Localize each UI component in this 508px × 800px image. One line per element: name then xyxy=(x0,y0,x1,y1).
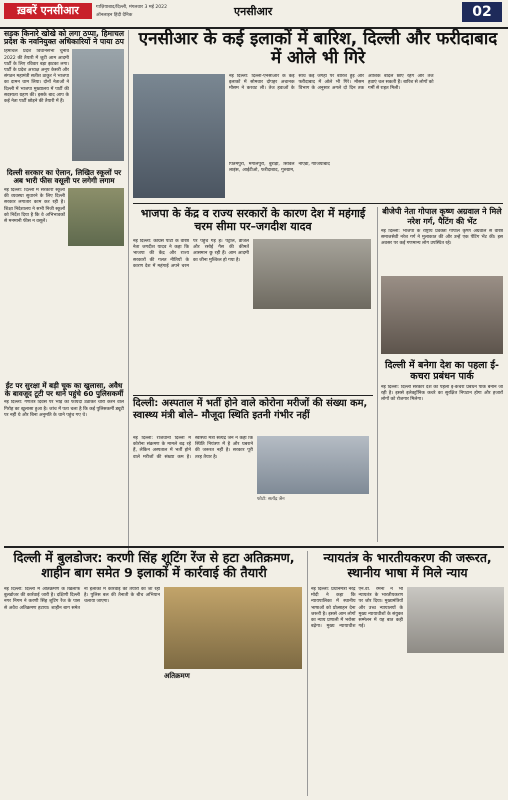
hospital-divider xyxy=(133,395,373,396)
justice-story xyxy=(311,551,504,796)
brand-logo: ख़बरें एनसीआर xyxy=(4,3,92,19)
left-column xyxy=(4,30,124,560)
bjp-body: नई दिल्ली: भाजपा के राष्ट्रीय प्रवक्ता गोपाल कृष्ण अग्रवाल से वरिष्ठ समाजसेवी नरेश गर्ग ने मुलाकात की और उन्हें एक पेंटिंग भेंट की। इस अवसर पर कई गणमान्य लोग उपस्थित रहे। xyxy=(381,229,503,247)
page-number: 02 xyxy=(462,2,502,22)
bottom-column-divider xyxy=(307,551,308,796)
top-story xyxy=(133,30,503,200)
bjp-photo xyxy=(381,276,503,354)
bulldozer-photo xyxy=(164,587,302,669)
left-photo-1 xyxy=(72,49,124,161)
top-story-photo xyxy=(133,74,225,198)
top-story-divider xyxy=(133,203,503,204)
hospital-body: नई दिल्ली: राजधानी दिल्ली में कोरोना संक्रमण के मामले बढ़ रहे हैं, लेकिन अस्पताल में भर्ती होने वाले मरीजों की संख्या कम है। स्वास्थ्य मंत्री सत्येंद्र जैन ने कहा कि स्थिति नियंत्रण में है और घबराने की जरूरत नहीं है। सरकार पूरी तरह तैयार है। xyxy=(133,436,253,460)
ewaste-body: नई दिल्ली: दिल्ली सरकार देश का पहला ई-कचरा प्रबंधन पार्क बनाने जा रही है। इससे इलेक्ट्रॉनिक कचरे का सुरक्षित निपटान होगा और हजारों लोगों को रोजगार मिलेगा। xyxy=(381,385,503,403)
top-story-body: नई दिल्ली: दिल्ली-एनसीआर के कई इलाकों में सोमवार दोपहर अचानक मौसम ने करवट ली। तेज हवाओं के साथ कई जगहों पर बारिश हुई और फरीदाबाद में ओले भी गिरे। मौसम विभाग के अनुसार अगले दो दिन तक आंशिक बादल छाए रहेंगे और तेज हवाएं चल सकती हैं। बारिश से लोगों को गर्मी से राहत मिली। xyxy=(229,74,434,92)
left-body-1: हिमाचल प्रदेश विधानसभा चुनाव 2022 की तैयारी में जुटी आम आदमी पार्टी के लिए रविवार बड़ा झटका लगा। पार्टी के प्रदेश अध्यक्ष अनूप केसरी और संगठन महामंत्री सतीश ठाकुर ने भाजपा का दामन थाम लिया। दोनों नेताओं ने दिल्ली में भाजपा मुख्यालय में पार्टी की सदस्यता ग्रहण की। इसके बाद आप के कई नेता पार्टी छोड़ने की तैयारी में हैं। xyxy=(4,49,69,104)
bulldozer-subhead: अतिक्रमण xyxy=(164,672,190,680)
bulldozer-body: नई दिल्ली: दिल्ली में अतिक्रमण के खिलाफ बुलडोजर की कार्रवाई जारी है। दक्षिणी दिल्ली नगर निगम ने करणी सिंह शूटिंग रेंज के पास से अवैध अतिक्रमण हटाया। शाहीन बाग समेत नौ इलाकों में कार्रवाई की तैयारी की जा रही है। पुलिस बल की तैनाती के बीच अभियान चलाया जाएगा। xyxy=(4,587,160,611)
inflation-headline: भाजपा के केंद्र व राज्य सरकारों के कारण देश में महंगाई चरम सीमा पर–जगदीश यादव xyxy=(140,207,366,233)
section-label: एनसीआर xyxy=(234,5,273,18)
justice-body: नई दिल्ली: प्रधानमंत्री नरेंद्र मोदी ने कहा कि न्यायपालिका में स्थानीय भाषाओं को प्रोत्साहन देना जरूरी है। इससे आम लोगों का न्याय प्रणाली में भरोसा बढ़ेगा। मुख्य न्यायाधीश एन.वी. रमना ने भी न्यायतंत्र के भारतीयकरण पर जोर दिया। मुख्यमंत्रियों और उच्च न्यायालयों के मुख्य न्यायाधीशों के संयुक्त सम्मेलन में यह बात कही गई। xyxy=(311,587,403,630)
bottom-divider xyxy=(4,546,504,548)
bjp-story xyxy=(381,207,503,542)
inflation-photo xyxy=(253,239,371,309)
inflation-story xyxy=(133,207,373,392)
justice-photo xyxy=(407,587,504,653)
sub-line: ऑनलाइन हिंदी दैनिक xyxy=(96,13,133,18)
date-line: गाज़ियाबाद/दिल्ली, मंगलवार 3 मई 2022 xyxy=(96,5,168,10)
ewaste-headline: दिल्ली में बनेगा देश का पहला ई-कचरा प्रबंधन पार्क xyxy=(385,360,499,382)
bulldozer-story xyxy=(4,551,304,796)
left-photo-2 xyxy=(68,188,124,246)
left-headline: सड़क किनारे खोखे को लगा ठप्पा, हिमाचल प्रदेश के नवनियुक्त अधिकारियों ने पाया ठप xyxy=(4,29,124,47)
inflation-body: नई दिल्ली: कांग्रेस पार्टी के वरिष्ठ नेता जगदीश यादव ने कहा कि भाजपा की केंद्र और राज्य सरकारों की गलत नीतियों के कारण देश में महंगाई अपने चरम पर पहुंच गई है। पेट्रोल, डीजल और रसोई गैस की कीमतें आसमान छू रही हैं। आम आदमी का जीना मुश्किल हो गया है। xyxy=(133,239,249,269)
left-body-2: नई दिल्ली: दिल्ली में सरकारी स्कूलों की व्यवस्था सुधारने के लिए दिल्ली सरकार लगातार काम कर रही है। शिक्षा निदेशालय ने सभी निजी स्कूलों को निर्देश दिया है कि वे अभिभावकों से मनमानी फीस न वसूलें। xyxy=(4,187,65,224)
hospital-photo xyxy=(257,436,369,494)
mid-divider xyxy=(377,207,378,542)
masthead xyxy=(0,0,508,29)
bulldozer-headline: दिल्ली में बुलडोजर: करणी सिंह शूटिंग रेंज से हटा अतिक्रमण, शाहीन बाग समेत 9 इलाकों में कार्रवाई की तैयारी xyxy=(13,550,295,580)
hospital-caption: फोटो: सत्येंद्र जैन xyxy=(257,497,285,502)
top-story-headline: एनसीआर के कई इलाकों में बारिश, दिल्ली और फरीदाबाद में ओले भी गिरे xyxy=(138,29,498,68)
bjp-headline: बीजेपी नेता गोपाल कृष्ण अग्रवाल ने मिले नरेश गर्ग, पैटिंग की भेंट xyxy=(382,207,502,226)
hospital-story xyxy=(133,398,373,543)
left-subhead-2: ईंट पर सुरक्षा में बड़ी चूक का खुलासा, अवैध के बावजूद टूटी पर थाने पहुंचे 60 पुलिसकर्मी xyxy=(4,380,124,398)
top-story-areas: पितमपुरा, मंगोलपुरी, बुराड़ी, सिविल लाइंस, आईटीओ, फरीदाबाद, गुरुग्राम, नोएडा, गाजियाबाद xyxy=(229,162,330,174)
left-subhead-1: दिल्ली सरकार का ऐलान, लिखित स्कूलों पर अब भारी फीस वसूली पर लगेगी लगाम xyxy=(6,168,122,186)
hospital-headline: दिल्ली: अस्पताल में भर्ती होने वाले कोरोना मरीजों की संख्या कम, स्वास्थ्य मंत्री बोले– मौजूदा स्थिति इतनी गंभीर नहीं xyxy=(133,398,368,421)
left-body-3: नई दिल्ली: गणतंत्र दिवस पर भीड़ का फायदा उठाकर चोरी करने वाले गिरोह का खुलासा हुआ है। जांच में पता चला है कि कई पुलिसकर्मी ड्यूटी पर नहीं थे और बिना अनुमति के थाने पहुंच गए थे। xyxy=(4,400,124,418)
justice-headline: न्यायतंत्र के भारतीयकरण की जरूरत, स्थानीय भाषा में मिले न्याय xyxy=(323,550,492,580)
column-divider xyxy=(128,30,129,555)
